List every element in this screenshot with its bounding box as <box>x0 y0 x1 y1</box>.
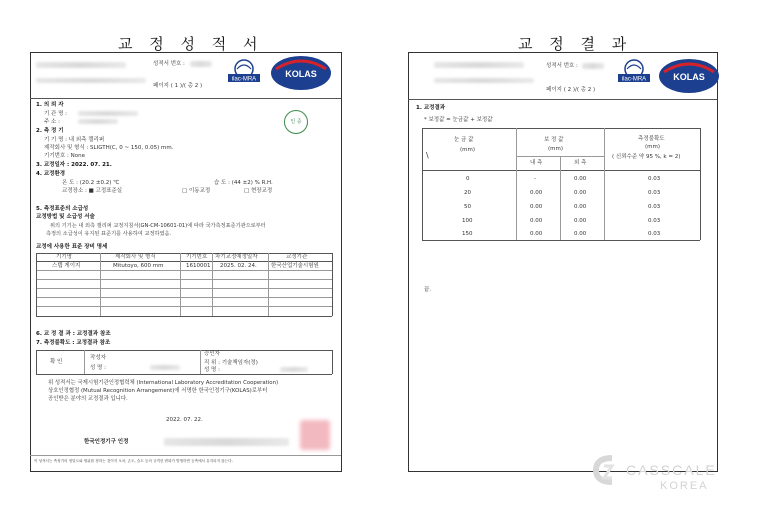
end-mark: 끝. <box>424 287 432 293</box>
equip-cell: 1610001 <box>186 263 211 269</box>
footer-note: 이 성적서는 측정기의 정밀도와 범위를 정하는 것이지 오차, 손도, 습도 등의 규격한 변화가 발생하면 등측에서 유지되지 않는다. <box>34 459 233 463</box>
cell-scale: 50 <box>464 204 471 210</box>
cell-uncertainty: 0.03 <box>648 231 661 237</box>
page-title: 교 정 결 과 <box>518 35 633 53</box>
approver-label: 승인자 <box>204 351 220 357</box>
col-correction-unit: (mm) <box>548 146 564 152</box>
approver-name-label: 성 명 : <box>204 367 220 373</box>
method-text: 측정의 소급성이 유지된 표준기를 사용하여 교정하였음. <box>46 231 172 237</box>
section-results: 1. 교정결과 <box>416 105 446 111</box>
cell-inner: 0.00 <box>530 204 543 210</box>
place-field: □ 현장교정 <box>244 188 273 194</box>
serial-number: 기기번호 : None <box>44 153 85 159</box>
divider <box>30 98 341 99</box>
cell-uncertainty: 0.03 <box>648 204 661 210</box>
instrument-name: 기 기 명 : 내 외측 캘리퍼 <box>44 137 105 143</box>
redacted-text <box>36 78 146 83</box>
certificate-page-2 <box>386 0 760 522</box>
col-inner: 내 측 <box>530 160 543 166</box>
statement: 상호인정협정 (Mutual Recognition Arrangement)에 서명한 한국인정기구(KOLAS)로부터 <box>48 388 268 394</box>
method-text: 위의 기기는 내 외측 캘리퍼 교정지침서(GN-CM-10601-01)에 따라 국가측정표준기관으로부터 <box>50 223 266 229</box>
col-scale: 눈 금 값 <box>454 137 474 143</box>
humidity: 습 도 : (44 ±2) % R.H. <box>214 180 273 186</box>
redacted-text <box>434 62 524 68</box>
confirm-label: 확 인 <box>50 359 63 365</box>
kolas-logo <box>270 55 332 91</box>
col-outer: 외 측 <box>574 160 587 166</box>
equip-header: 기기번호 <box>186 254 208 260</box>
redacted-text <box>164 438 289 446</box>
cell-uncertainty: 0.03 <box>648 190 661 196</box>
redacted-text <box>582 63 604 69</box>
redacted-text <box>78 111 138 116</box>
cell-outer: 0.00 <box>574 218 587 224</box>
place-mobile: □ 이동교정 <box>182 188 211 194</box>
redacted-text <box>190 61 212 67</box>
divider <box>408 99 717 100</box>
col-uncertainty-confidence: ( 신뢰수준 약 95 %, k = 2) <box>612 154 681 160</box>
svg-text:ilac-MRA: ilac-MRA <box>231 76 257 83</box>
casscale-logo-icon <box>590 452 620 492</box>
svg-text:ilac-MRA: ilac-MRA <box>621 76 647 83</box>
cell-uncertainty: 0.03 <box>648 218 661 224</box>
page-label: 페이지 ( 2 )/( 총 2 ) <box>546 87 596 93</box>
col-scale-unit: (mm) <box>460 147 476 153</box>
section-traceability: 5. 측정표준의 소급성 <box>36 206 89 212</box>
kolas-logo <box>658 58 720 94</box>
equip-header: 차기교정예정일자 <box>215 254 258 260</box>
col-uncertainty: 측정불확도 <box>638 136 665 142</box>
page-title: 교 정 성 적 서 <box>118 35 264 53</box>
svg-text:KOLAS: KOLAS <box>673 72 705 82</box>
kolas-issuer: 한국인정기구 인정 <box>84 439 129 445</box>
equip-header: 기기명 <box>56 254 72 260</box>
equip-cell: 스텝 게이지 <box>52 263 81 269</box>
cell-inner: 0.00 <box>530 231 543 237</box>
cell-inner: - <box>534 176 536 182</box>
section-results: 6. 교 정 결 과 : 교정결과 참조 <box>36 331 111 337</box>
org-label: 기 관 명 : <box>44 111 68 117</box>
approver-title: 직 위 : 기술책임자(정) <box>204 360 258 366</box>
equip-cell: 2025. 02. 24. <box>220 263 257 269</box>
redacted-text <box>434 78 534 83</box>
watermark-brand: CASSCALE <box>626 462 717 478</box>
cell-inner: 0.00 <box>530 218 543 224</box>
equip-header: 교정기관 <box>286 254 308 260</box>
col-correction: 보 정 값 <box>544 137 564 143</box>
equip-cell: Mitutoyo, 600 mm <box>113 263 164 269</box>
cell-scale: 0 <box>466 176 470 182</box>
place-fixed: 교정장소 : ■ 고정표준실 <box>62 188 123 194</box>
author-label: 작성자 <box>90 355 106 361</box>
divider <box>30 455 341 456</box>
svg-text:KOLAS: KOLAS <box>285 69 317 79</box>
section-instrument: 2. 측 정 기 <box>36 128 64 134</box>
pen-mark: \ <box>426 151 429 160</box>
cell-outer: 0.00 <box>574 231 587 237</box>
calibration-date: 3. 교정일자 : 2022. 07. 21. <box>36 162 112 168</box>
section-requester: 1. 의 뢰 자 <box>36 102 64 108</box>
redacted-text <box>280 367 308 372</box>
issue-date: 2022. 07. 22. <box>166 417 203 423</box>
equip-header: 제작회사 및 형식 <box>115 254 156 260</box>
cell-inner: 0.00 <box>530 190 543 196</box>
ilac-mra-logo <box>228 58 260 88</box>
official-seal <box>300 420 330 450</box>
statement: 공인받은 분야의 교정결과 입니다. <box>48 396 128 402</box>
cell-scale: 100 <box>462 218 473 224</box>
certification-stamp: 인 증 <box>284 110 308 134</box>
redacted-text <box>36 62 126 68</box>
section-environment: 4. 교정환경 <box>36 171 66 177</box>
page-frame <box>408 52 718 472</box>
section-uncertainty: 7. 측정불확도 : 교정결과 참조 <box>36 340 111 346</box>
author-name-label: 성 명 : <box>90 365 106 371</box>
cell-outer: 0.00 <box>574 204 587 210</box>
formula-note: * 보정값 = 눈금값 + 보정값 <box>424 117 493 123</box>
cell-uncertainty: 0.03 <box>648 176 661 182</box>
address-label: 주 소 : <box>44 119 60 125</box>
cell-outer: 0.00 <box>574 190 587 196</box>
cell-scale: 150 <box>462 231 473 237</box>
watermark-country: KOREA <box>660 480 709 492</box>
ilac-mra-logo <box>618 58 650 88</box>
page-label: 페이지 ( 1 )/( 총 2 ) <box>153 83 203 89</box>
cert-no-label: 성적서 번호 : <box>153 61 185 67</box>
redacted-text <box>78 119 118 124</box>
equipment-table-title: 교정에 사용한 표준 장비 명세 <box>36 244 108 250</box>
cell-outer: 0.00 <box>574 176 587 182</box>
equip-cell: 한국산업기술시험원 <box>271 263 319 269</box>
cert-no-label: 성적서 번호 : <box>546 63 578 69</box>
certificate-page-1 <box>0 0 372 522</box>
cell-scale: 20 <box>464 190 471 196</box>
maker-model: 제작회사 및 형식 : SLIGTH(C, 0 ~ 150, 0.05) mm. <box>44 145 174 151</box>
temperature: 온 도 : (20.2 ±0.2) ℃ <box>62 180 120 186</box>
col-uncertainty-unit: (mm) <box>645 144 661 150</box>
redacted-text <box>150 365 180 370</box>
section-method: 교정방법 및 소급성 서술 <box>36 214 95 220</box>
statement: 위 성적서는 국제시험기관인정협력체 (International Laboratory Accreditation Cooperation) <box>48 380 279 386</box>
